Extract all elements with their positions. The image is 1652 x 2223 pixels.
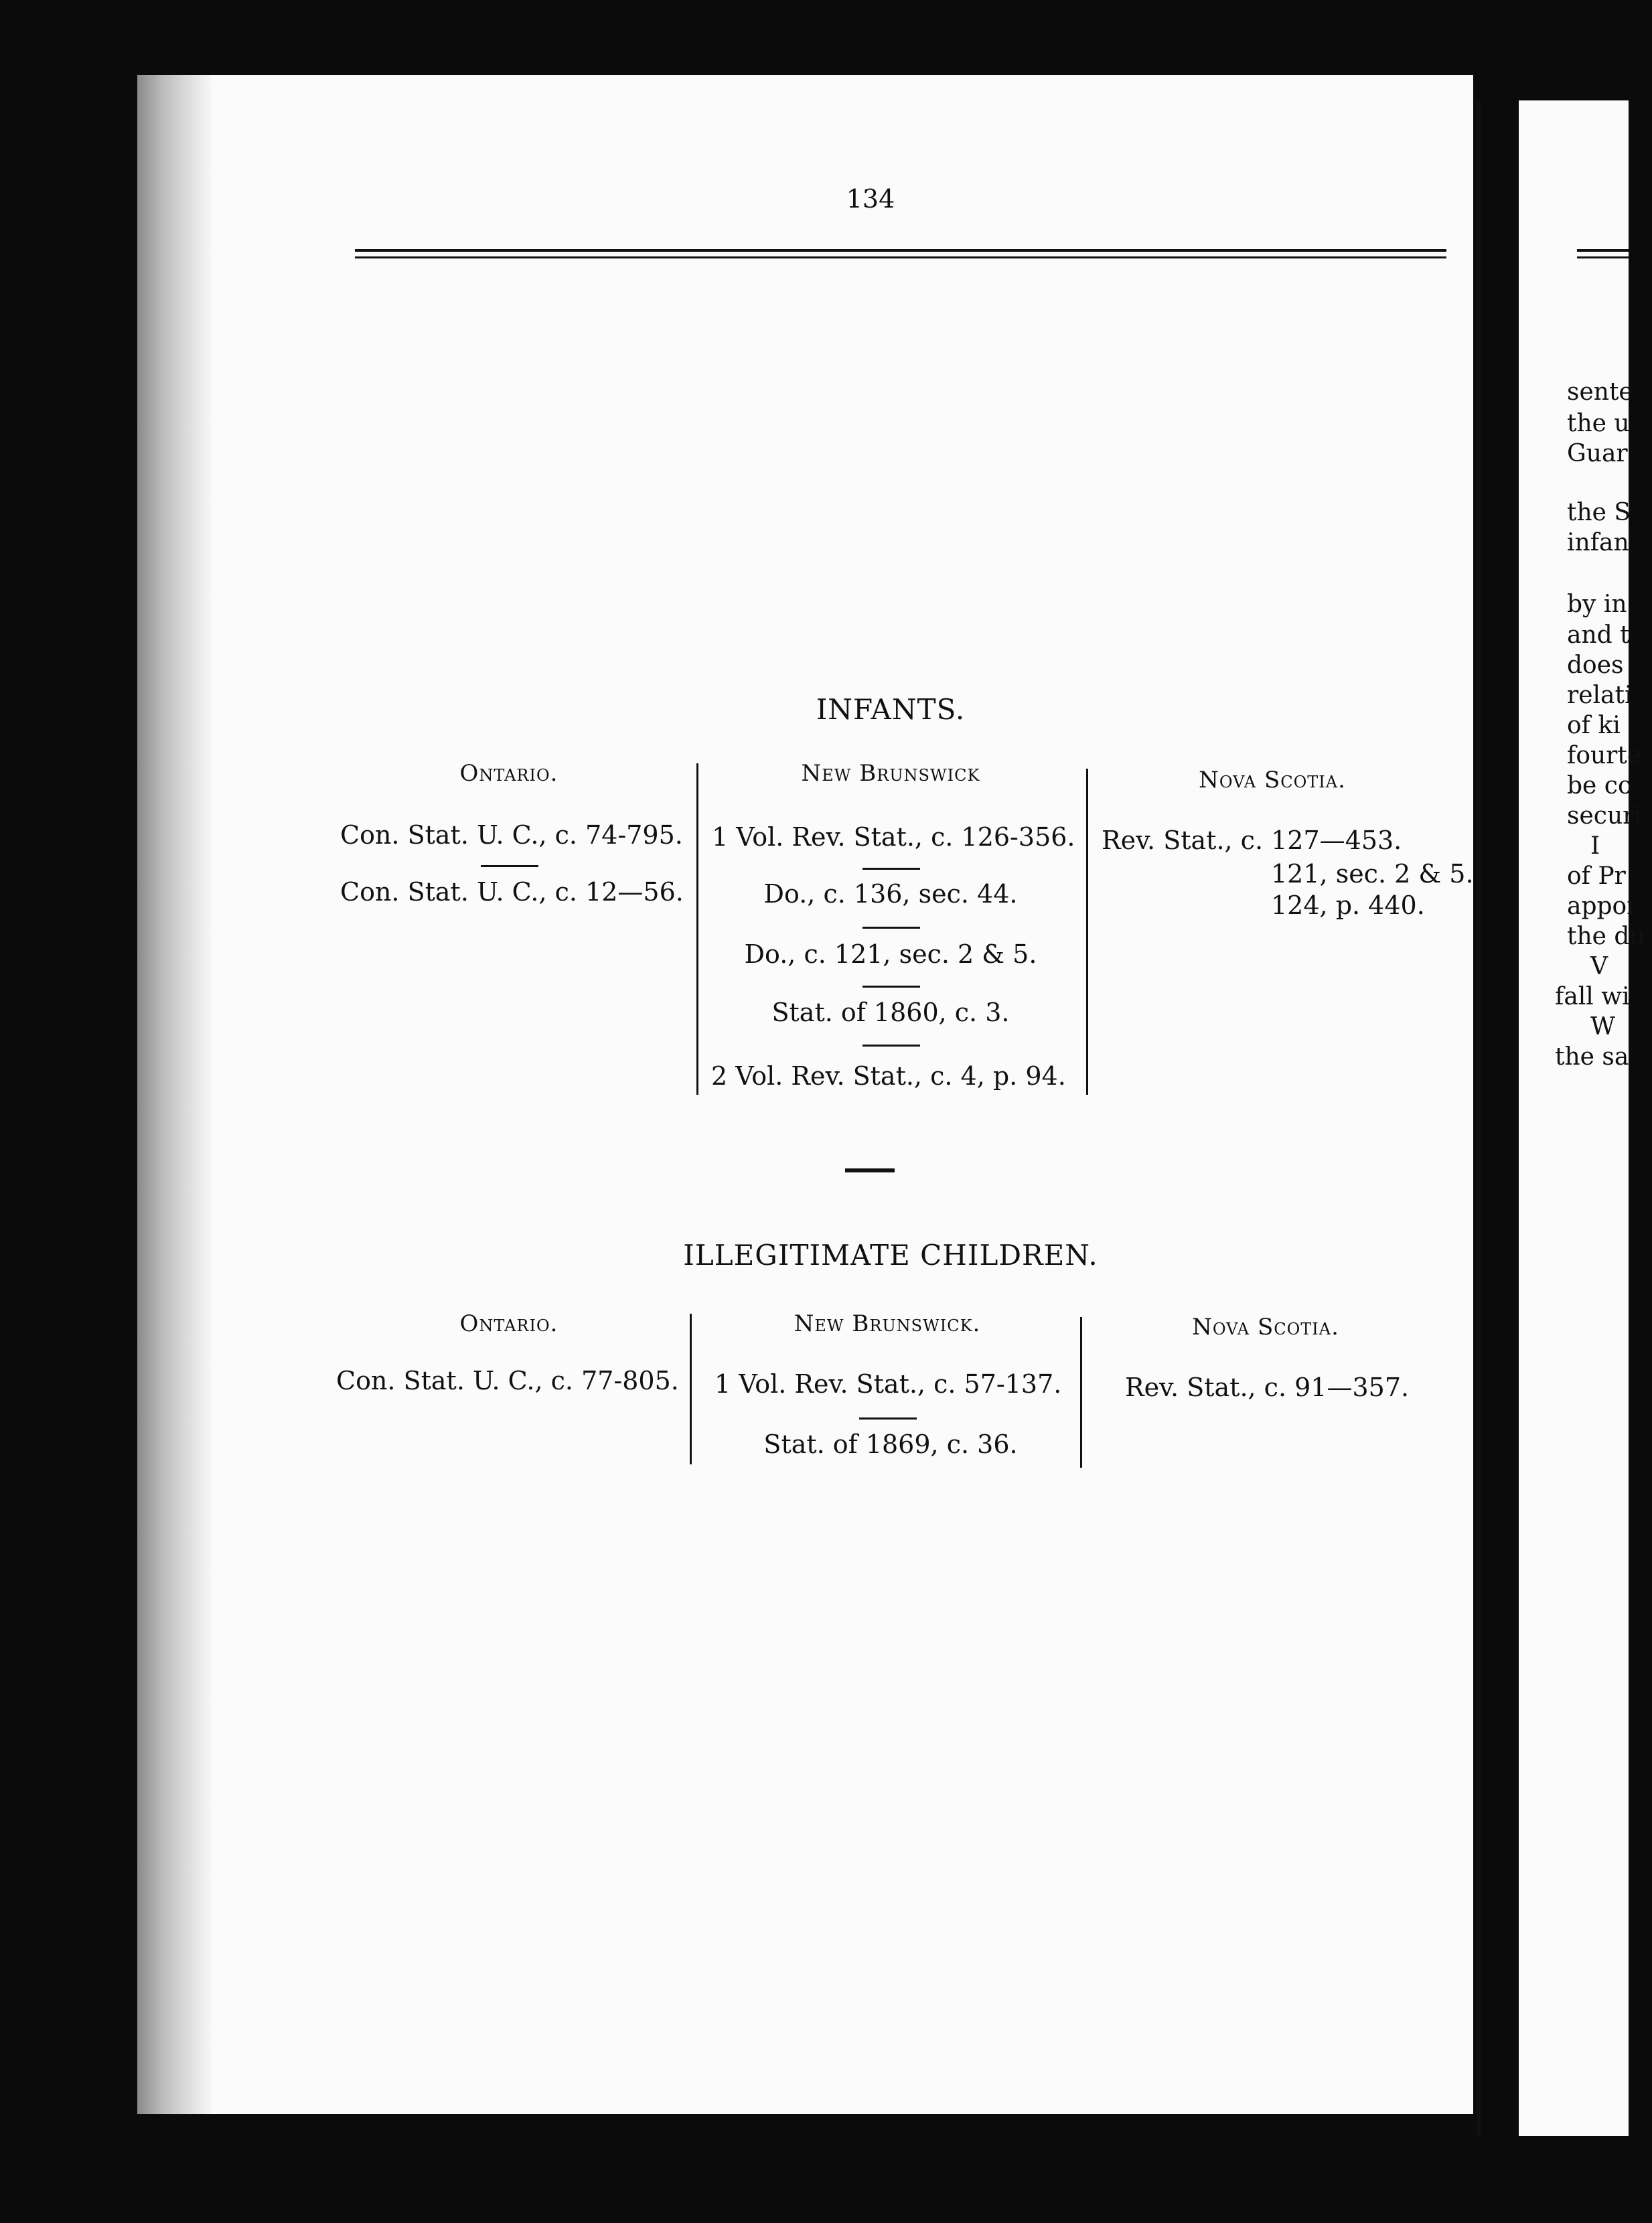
- facing-page-text-line: the u: [1567, 410, 1630, 437]
- page-edge-border: [1477, 100, 1481, 2136]
- infants-title: INFANTS.: [816, 693, 966, 726]
- illegitimate-column-divider-left: [690, 1314, 692, 1464]
- infants-nova-scotia-entry: 124, p. 440.: [1271, 891, 1425, 920]
- infants-new-brunswick-entry: 1 Vol. Rev. Stat., c. 126-356.: [712, 822, 1075, 852]
- facing-page-text-line: the sa: [1555, 1043, 1629, 1071]
- facing-page-text-line: I: [1590, 832, 1600, 860]
- facing-page-text-line: fall wi: [1555, 983, 1630, 1010]
- entry-separator-rule: [862, 1045, 920, 1047]
- facing-page-text-line: relati: [1567, 682, 1633, 709]
- infants-nova-scotia-entry: 121, sec. 2 & 5.: [1271, 859, 1474, 889]
- infants-new-brunswick-entry: Do., c. 121, sec. 2 & 5.: [744, 939, 1037, 969]
- infants-nova-scotia-entry: Rev. Stat., c. 127—453.: [1102, 826, 1402, 855]
- facing-page-text-line: V: [1590, 953, 1608, 980]
- infants-ontario-entry: Con. Stat. U. C., c. 74-795.: [340, 820, 683, 850]
- facing-page-text-line: sente: [1567, 378, 1633, 406]
- illegitimate-nova-scotia-entry: Rev. Stat., c. 91—357.: [1125, 1373, 1410, 1402]
- facing-page-text-line: be co: [1567, 772, 1633, 799]
- illegitimate-ontario-heading: Ontario.: [459, 1310, 558, 1337]
- illegitimate-column-divider-right: [1080, 1317, 1082, 1468]
- facing-page-text-line: and t: [1567, 621, 1630, 649]
- page-gutter-shadow: [137, 75, 211, 2114]
- facing-page-text-line: infan: [1567, 529, 1629, 556]
- infants-new-brunswick-entry: Do., c. 136, sec. 44.: [763, 879, 1018, 909]
- book-page-right: [1519, 100, 1645, 2136]
- infants-new-brunswick-entry: Stat. of 1860, c. 3.: [771, 998, 1010, 1027]
- illegitimate-new-brunswick-heading: New Brunswick.: [794, 1310, 981, 1337]
- infants-new-brunswick-heading: New Brunswick: [801, 760, 980, 787]
- facing-page-text-line: W: [1590, 1013, 1616, 1041]
- facing-page-text-line: the S: [1567, 499, 1631, 526]
- facing-page-text-line: securi: [1567, 802, 1642, 830]
- infants-column-divider-right: [1086, 769, 1088, 1095]
- infants-nova-scotia-heading: Nova Scotia.: [1199, 767, 1346, 793]
- entry-separator-rule: [862, 927, 920, 929]
- facing-page-header-rule: [1577, 249, 1629, 258]
- infants-column-divider-left: [696, 763, 698, 1095]
- illegitimate-ontario-entry: Con. Stat. U. C., c. 77-805.: [336, 1366, 679, 1395]
- facing-page-text-line: by in: [1567, 591, 1627, 618]
- entry-separator-rule: [862, 986, 920, 988]
- page-number: 134: [846, 184, 895, 214]
- infants-ontario-entry: Con. Stat. U. C., c. 12—56.: [340, 877, 684, 907]
- entry-separator-rule: [481, 865, 538, 867]
- facing-page-text-line: appoi: [1567, 893, 1635, 920]
- book-page-left: [137, 75, 1473, 2114]
- illegitimate-new-brunswick-entry: Stat. of 1869, c. 36.: [763, 1430, 1018, 1459]
- facing-page-text-line: fourte: [1567, 742, 1642, 769]
- illegitimate-nova-scotia-heading: Nova Scotia.: [1192, 1314, 1339, 1340]
- infants-new-brunswick-entry: 2 Vol. Rev. Stat., c. 4, p. 94.: [711, 1061, 1066, 1091]
- header-double-rule: [355, 249, 1446, 258]
- facing-page-text-line: of Pr: [1567, 862, 1626, 890]
- facing-page-text-line: Guar: [1567, 440, 1628, 467]
- facing-page-text-line: of ki: [1567, 712, 1621, 739]
- illegitimate-new-brunswick-entry: 1 Vol. Rev. Stat., c. 57-137.: [715, 1369, 1062, 1399]
- infants-ontario-heading: Ontario.: [459, 760, 558, 787]
- facing-page-text-line: does: [1567, 651, 1624, 679]
- entry-separator-rule: [862, 868, 920, 870]
- facing-page-text-line: the du: [1567, 923, 1645, 950]
- section-divider-rule: [845, 1168, 895, 1172]
- entry-separator-rule: [859, 1417, 917, 1420]
- illegitimate-title: ILLEGITIMATE CHILDREN.: [683, 1239, 1098, 1272]
